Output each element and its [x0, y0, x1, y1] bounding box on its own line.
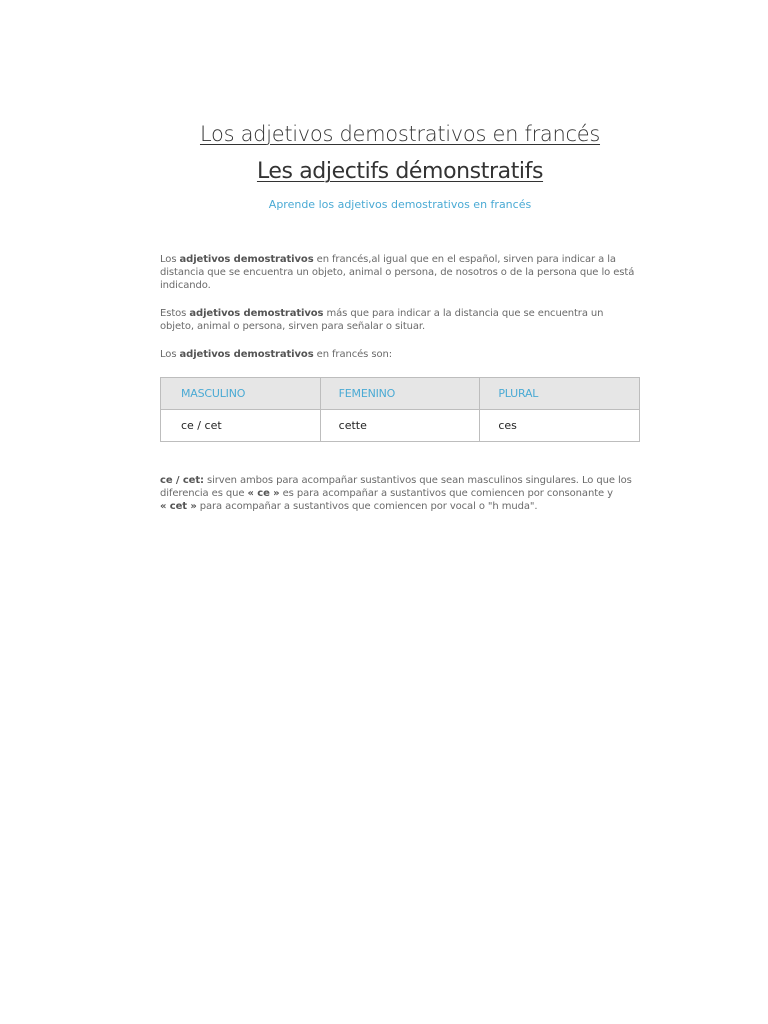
header-femenino: FEMENINO [320, 378, 480, 410]
exp-bold-1: ce / cet: [160, 475, 204, 486]
p2-bold: adjetivos demostrativos [189, 308, 324, 319]
cell-femenino: cette [320, 410, 480, 442]
intro-paragraph-3 [160, 348, 640, 361]
document-page [160, 118, 640, 513]
cell-masculino: ce / cet [161, 410, 321, 442]
exp-text-1: sirven ambos para acompañar sustantivos que sean masculinos singulares. Lo que los diferencia es que [160, 475, 632, 499]
table-header-row [161, 378, 640, 410]
header-masculino: MASCULINO [161, 378, 321, 410]
p2-post: más que para indicar a la distancia que se encuentra un objeto, animal o persona, sirven para señalar o situar. [160, 308, 604, 332]
p3-post: en francés son: [313, 349, 392, 360]
exp-bold-3: « cet » [160, 501, 197, 512]
page-title-french: Les adjectifs démonstratifs [256, 159, 544, 184]
demonstrative-table [160, 377, 640, 442]
exp-bold-2: « ce » [247, 488, 280, 499]
p1-bold: adjetivos demostrativos [179, 254, 314, 265]
p3-pre: Los [160, 349, 180, 360]
page-title-spanish: Los adjetivos demostrativos en francés [199, 122, 601, 146]
p3-bold: adjetivos demostrativos [179, 349, 314, 360]
header-plural: PLURAL [480, 378, 640, 410]
explanation-paragraph [160, 474, 640, 513]
exp-text-3: para acompañar a sustantivos que comiencen por vocal o "h muda". [196, 501, 538, 512]
page-subtitle: Aprende los adjetivos demostrativos en francés [268, 198, 532, 211]
table-row [161, 410, 640, 442]
exp-text-2: es para acompañar a sustantivos que comiencen por consonante y [279, 488, 613, 499]
p2-pre: Estos [160, 308, 190, 319]
p1-post: en francés,al igual que en el español, sirven para indicar a la distancia que se encuentra un objeto, animal o persona, de nosotros o de la persona que lo está indicando. [160, 254, 635, 291]
intro-paragraph-1 [160, 253, 640, 292]
p1-pre: Los [160, 254, 180, 265]
cell-plural: ces [480, 410, 640, 442]
intro-paragraph-2 [160, 307, 640, 333]
